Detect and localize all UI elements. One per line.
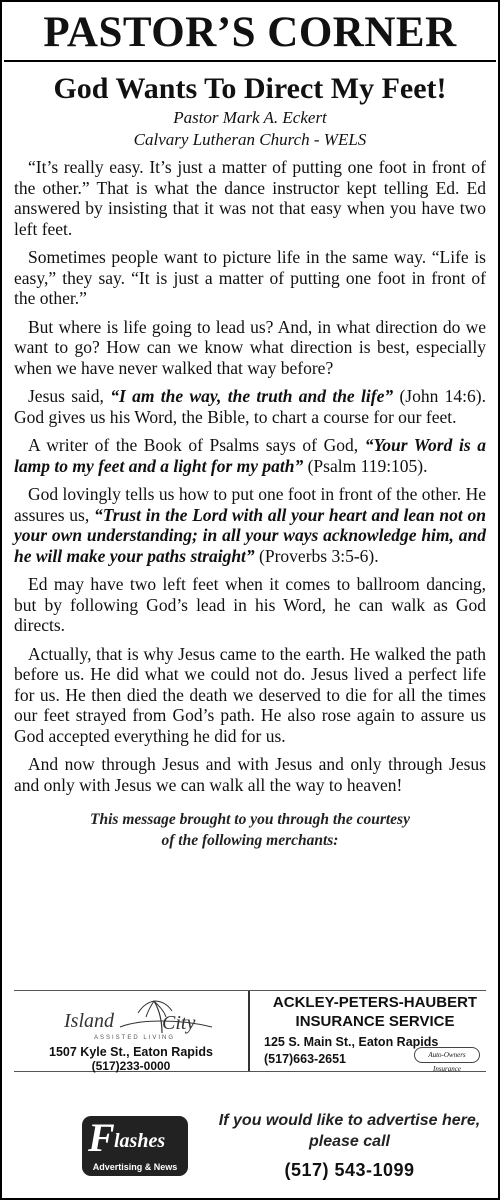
paragraph-text: Sometimes people want to picture life in the same way. “Life is easy,” they say. “It is just a matter of putting one foot in front of the other.” <box>14 247 486 308</box>
article-paragraph <box>14 386 486 427</box>
byline-church: Calvary Lutheran Church - WELS <box>133 130 367 149</box>
article-paragraph <box>14 435 486 476</box>
aph-address: 125 S. Main St., Eaton Rapids <box>264 1035 439 1049</box>
byline-author: Pastor Mark A. Eckert <box>173 108 327 127</box>
paragraph-text: Actually, that is why Jesus came to the earth. He walked the path before us. He did what we could not do. Jesus lived a perfect life for us. He then died the death we deserved to die for all the times our feet strayed from God’s path. He also rose again to assure us God accepted everything he did for us. <box>14 643 486 746</box>
flashes-logo-word: lashes <box>114 1130 166 1152</box>
paragraph-text: God lovingly tells us how to put one foot in front of the other. He assures us, <box>14 484 486 525</box>
paragraph-text: (Proverbs 3:5-6). <box>254 545 379 566</box>
advertise-phone[interactable]: (517) 543-1099 <box>284 1160 415 1180</box>
paragraph-text: Jesus said, <box>28 386 111 406</box>
paragraph-text: “It’s really easy. It’s just a matter of putting one foot in front of the other.” That is what the dance instructor kept telling Ed. Ed answered by insisting that it was not that easy when you have two left feet. <box>14 157 486 239</box>
flashes-logo-letter: F <box>88 1115 115 1160</box>
island-city-logo <box>50 997 220 1041</box>
paragraph-text: And now through Jesus and with Jesus and only through Jesus and only with Jesus we can walk all the way to heaven! <box>14 754 486 795</box>
aph-title-line2: INSURANCE SERVICE <box>295 1013 455 1030</box>
masthead-rule <box>4 60 496 62</box>
flashes-tagline: Advertising & News <box>92 1162 178 1172</box>
flashes-logo[interactable] <box>82 1116 188 1176</box>
paragraph-text: But where is life going to lead us? And, in what direction do we want to go? How can we know what direction is best, especially when we have never walked that way before? <box>14 316 486 378</box>
masthead-title: PASTOR’S CORNER <box>43 9 457 56</box>
article-paragraph <box>14 247 486 309</box>
island-city-ad[interactable] <box>14 991 250 1071</box>
aph-insurance-ad[interactable] <box>250 991 486 1071</box>
paragraph-text: Ed may have two left feet when it comes to ballroom dancing, but by following God’s lead in his Word, he can walk as God directs. <box>14 574 486 635</box>
article-paragraph <box>14 754 486 795</box>
article-paragraph <box>14 484 486 566</box>
paragraph-text: (John 14:6). God gives us his Word, the Bible, to chart a course for our feet. <box>14 386 487 427</box>
island-city-logo-word1: Island <box>64 1010 114 1032</box>
aph-title-line1: ACKLEY-PETERS-HAUBERT <box>272 994 478 1011</box>
scripture-quote: “I am the way, the truth and the life” <box>110 386 394 406</box>
article-paragraph <box>14 317 486 379</box>
paragraph-text: A writer of the Book of Psalms says of God, <box>28 435 365 455</box>
island-city-address: 1507 Kyle St., Eaton Rapids <box>49 1045 213 1059</box>
article-paragraph <box>14 644 486 747</box>
article-headline: God Wants To Direct My Feet! <box>53 72 447 105</box>
island-city-logo-word2: City <box>162 1012 196 1034</box>
scripture-quote: “Your Word is a lamp to my feet and a light for my path” <box>14 435 486 476</box>
footer <box>2 1076 498 1196</box>
scripture-quote: “Trust in the Lord with all your heart and lean not on your own understanding; in all your ways acknowledge him, and he will make your paths straight” <box>14 504 486 566</box>
article-body <box>2 151 498 851</box>
island-city-logo-tagline: ASSISTED LIVING <box>94 1035 176 1041</box>
advertise-line1: If you would like to advertise here, <box>218 1112 481 1129</box>
article-paragraph <box>14 157 486 239</box>
aph-phone: (517)663-2651 <box>264 1052 347 1066</box>
courtesy-line1: This message brought to you through the courtesy <box>90 811 410 828</box>
island-city-phone: (517)233-0000 <box>91 1059 171 1073</box>
advertise-line2: please call <box>309 1133 390 1150</box>
sponsors-box <box>14 990 486 1072</box>
paragraph-text: (Psalm 119:105). <box>303 455 428 476</box>
courtesy-line2: of the following merchants: <box>161 832 339 849</box>
article-paragraph <box>14 574 486 636</box>
advertise-cta <box>217 1110 482 1181</box>
auto-owners-logo: Auto-Owners Insurance <box>414 1047 480 1063</box>
